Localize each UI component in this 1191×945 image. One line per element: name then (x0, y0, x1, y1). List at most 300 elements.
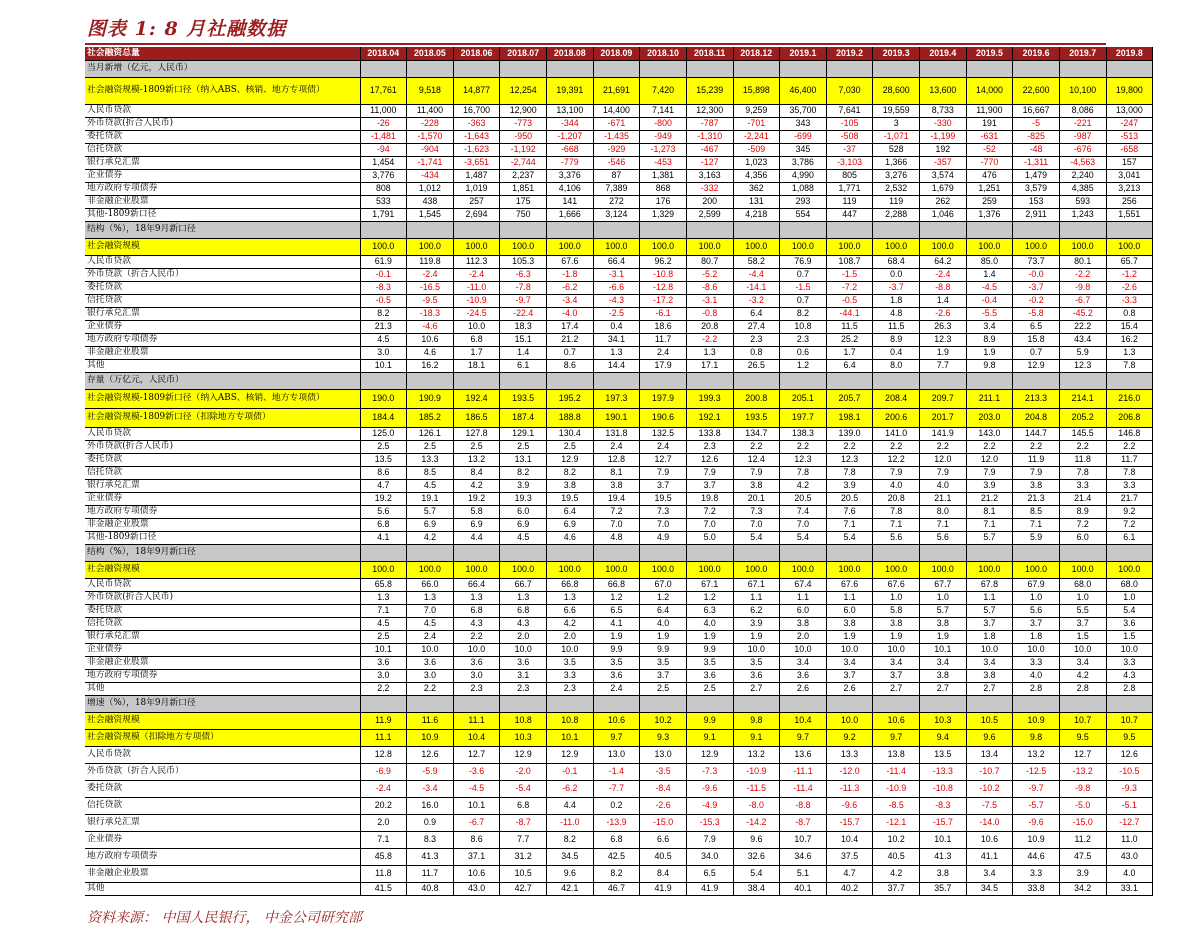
cell-value: 5.5 (1059, 605, 1106, 618)
cell-value: -1,071 (873, 131, 920, 144)
cell-value: 3 (873, 118, 920, 131)
cell-value: 0.7 (780, 295, 827, 308)
cell-value: 0.8 (733, 347, 780, 360)
cell-value: 3.0 (360, 670, 407, 683)
cell-value: 100.0 (873, 239, 920, 256)
table-row (85, 683, 1153, 696)
cell-value: 12.3 (1059, 360, 1106, 373)
cell-value: 1.5 (1059, 631, 1106, 644)
cell-value: 205.1 (780, 390, 827, 409)
row-label: 当月新增（亿元，人民币） (85, 61, 360, 78)
cell-value (1106, 61, 1153, 78)
cell-value: 16.2 (407, 360, 454, 373)
cell-value: 3.6 (500, 657, 547, 670)
cell-value: -0.5 (360, 295, 407, 308)
cell-value: 141.9 (920, 428, 967, 441)
cell-value: -10.7 (966, 764, 1013, 781)
cell-value: 10.1 (547, 730, 594, 747)
cell-value: 1.0 (873, 592, 920, 605)
cell-value: 6.9 (407, 519, 454, 532)
row-label: 社会融资规模（扣除地方专项债） (85, 730, 360, 747)
cell-value: 438 (407, 196, 454, 209)
cell-value: 133.8 (686, 428, 733, 441)
header-label: 社会融资总量 (85, 47, 360, 61)
cell-value: 100.0 (1013, 562, 1060, 579)
cell-value: 1,019 (453, 183, 500, 196)
cell-value: 3.7 (640, 480, 687, 493)
cell-value: 40.5 (873, 849, 920, 866)
cell-value (873, 61, 920, 78)
cell-value: 1,243 (1059, 209, 1106, 222)
cell-value: 14.4 (593, 360, 640, 373)
cell-value: 3.0 (453, 670, 500, 683)
cell-value: 11.0 (1106, 832, 1153, 849)
cell-value: 3.4 (780, 657, 827, 670)
cell-value: 12.9 (500, 747, 547, 764)
cell-value: 6.4 (640, 605, 687, 618)
cell-value: 13.6 (780, 747, 827, 764)
row-label: 银行承兑汇票 (85, 308, 360, 321)
cell-value: 1.0 (1013, 592, 1060, 605)
cell-value: 9.8 (966, 360, 1013, 373)
cell-value: 68.4 (873, 256, 920, 269)
cell-value: -2,744 (500, 157, 547, 170)
cell-value (873, 373, 920, 390)
cell-value: 10.6 (873, 713, 920, 730)
cell-value: 8.6 (547, 360, 594, 373)
cell-value: 9.9 (686, 644, 733, 657)
cell-value: 1,791 (360, 209, 407, 222)
cell-value: 6.9 (547, 519, 594, 532)
cell-value: 192.1 (686, 409, 733, 428)
cell-value: 9.5 (1059, 730, 1106, 747)
cell-value: 19.4 (593, 493, 640, 506)
cell-value (453, 373, 500, 390)
cell-value: 3.6 (407, 657, 454, 670)
cell-value (873, 545, 920, 562)
cell-value: 139.0 (826, 428, 873, 441)
cell-value: 193.5 (733, 409, 780, 428)
cell-value: 2.2 (873, 441, 920, 454)
cell-value (547, 222, 594, 239)
table-row (85, 798, 1153, 815)
cell-value: 40.5 (640, 849, 687, 866)
cell-value: 9.3 (640, 730, 687, 747)
cell-value: 9.1 (686, 730, 733, 747)
cell-value (1106, 373, 1153, 390)
row-label: 委托贷款 (85, 131, 360, 144)
cell-value (500, 222, 547, 239)
cell-value: 4.1 (593, 618, 640, 631)
cell-value: 3.6 (593, 670, 640, 683)
cell-value: 4.6 (547, 532, 594, 545)
cell-value: 7.2 (593, 506, 640, 519)
cell-value: -344 (547, 118, 594, 131)
cell-value: -825 (1013, 131, 1060, 144)
cell-value: 100.0 (453, 239, 500, 256)
cell-value: 21.2 (966, 493, 1013, 506)
cell-value: -1,570 (407, 131, 454, 144)
cell-value: -12.1 (873, 815, 920, 832)
cell-value: 31.2 (500, 849, 547, 866)
cell-value: 67.7 (920, 579, 967, 592)
cell-value: -94 (360, 144, 407, 157)
cell-value: 3.7 (686, 480, 733, 493)
table-row (85, 428, 1153, 441)
cell-value: 868 (640, 183, 687, 196)
cell-value: 47.5 (1059, 849, 1106, 866)
section-row (85, 222, 1153, 239)
cell-value: 7.9 (686, 467, 733, 480)
cell-value: 7.7 (500, 832, 547, 849)
cell-value: 13.2 (733, 747, 780, 764)
row-label: 结构（%），18年9月新口径 (85, 222, 360, 239)
cell-value: 198.1 (826, 409, 873, 428)
cell-value: 3.9 (500, 480, 547, 493)
cell-value: 10.2 (640, 713, 687, 730)
cell-value: 12.8 (360, 747, 407, 764)
cell-value: -9.7 (1013, 781, 1060, 798)
cell-value: 76.9 (780, 256, 827, 269)
cell-value: 10.0 (1106, 644, 1153, 657)
cell-value: 2.2 (407, 683, 454, 696)
cell-value: 19.1 (407, 493, 454, 506)
row-label: 社会融资规模-1809新口径（扣除地方专项债） (85, 409, 360, 428)
table-row (85, 670, 1153, 683)
cell-value: 6.0 (780, 605, 827, 618)
cell-value: 2.2 (1106, 441, 1153, 454)
table-row (85, 157, 1153, 170)
cell-value: 7.8 (826, 467, 873, 480)
cell-value: 1,545 (407, 209, 454, 222)
cell-value: 65.7 (1106, 256, 1153, 269)
cell-value: 190.6 (640, 409, 687, 428)
header-month: 2018.07 (500, 47, 547, 61)
cell-value: 145.5 (1059, 428, 1106, 441)
cell-value: 3.6 (360, 657, 407, 670)
cell-value: 3.8 (920, 670, 967, 683)
cell-value: 7.9 (873, 467, 920, 480)
cell-value: 100.0 (780, 239, 827, 256)
cell-value: 66.0 (407, 579, 454, 592)
cell-value: 4.7 (826, 866, 873, 883)
cell-value (1106, 696, 1153, 713)
cell-value: -127 (686, 157, 733, 170)
table-row (85, 269, 1153, 282)
cell-value: 554 (780, 209, 827, 222)
cell-value: 1,012 (407, 183, 454, 196)
cell-value: 67.6 (873, 579, 920, 592)
cell-value: 10.6 (453, 866, 500, 883)
cell-value: -2.4 (407, 269, 454, 282)
cell-value (360, 373, 407, 390)
table-row (85, 781, 1153, 798)
cell-value: -7.3 (686, 764, 733, 781)
cell-value: 447 (826, 209, 873, 222)
total-row (85, 409, 1153, 428)
cell-value: -6.1 (640, 308, 687, 321)
table-row (85, 454, 1153, 467)
cell-value: 100.0 (966, 239, 1013, 256)
cell-value (593, 222, 640, 239)
cell-value: 10.0 (780, 644, 827, 657)
cell-value: 33.1 (1106, 883, 1153, 896)
cell-value: 27.4 (733, 321, 780, 334)
cell-value: -6.7 (453, 815, 500, 832)
cell-value: -10.9 (873, 781, 920, 798)
cell-value: 1,329 (640, 209, 687, 222)
cell-value: 17.4 (547, 321, 594, 334)
cell-value: 67.4 (780, 579, 827, 592)
cell-value: 1.4 (920, 295, 967, 308)
table-row (85, 618, 1153, 631)
cell-value: 21.3 (360, 321, 407, 334)
table-row (85, 592, 1153, 605)
cell-value: -4.4 (733, 269, 780, 282)
cell-value (407, 373, 454, 390)
cell-value: 20.2 (360, 798, 407, 815)
cell-value: 4,356 (733, 170, 780, 183)
cell-value: 13,100 (547, 105, 594, 118)
cell-value: 10.1 (920, 832, 967, 849)
cell-value: -17.2 (640, 295, 687, 308)
cell-value: 66.8 (547, 579, 594, 592)
header-month: 2018.12 (733, 47, 780, 61)
cell-value: -8.8 (920, 282, 967, 295)
header-month: 2018.04 (360, 47, 407, 61)
row-label: 增速（%），18年9月新口径 (85, 696, 360, 713)
cell-value: 10.0 (733, 644, 780, 657)
cell-value (547, 373, 594, 390)
table-row (85, 118, 1153, 131)
cell-value: -332 (686, 183, 733, 196)
cell-value (547, 696, 594, 713)
cell-value: 7.8 (780, 467, 827, 480)
cell-value: 1,023 (733, 157, 780, 170)
cell-value: -24.5 (453, 308, 500, 321)
cell-value: 12,300 (686, 105, 733, 118)
cell-value: 68.0 (1106, 579, 1153, 592)
row-label: 其他-1809新口径 (85, 532, 360, 545)
cell-value: 11,900 (966, 105, 1013, 118)
header-month: 2019.8 (1106, 47, 1153, 61)
cell-value: 13.5 (360, 454, 407, 467)
cell-value: 4.0 (1013, 670, 1060, 683)
cell-value: -3.3 (1106, 295, 1153, 308)
row-label: 人民币贷款 (85, 747, 360, 764)
cell-value: 2,694 (453, 209, 500, 222)
cell-value: -11.1 (780, 764, 827, 781)
cell-value: 12.9 (1013, 360, 1060, 373)
header-row (85, 47, 1153, 61)
cell-value: -45.2 (1059, 308, 1106, 321)
cell-value: 3,124 (593, 209, 640, 222)
cell-value: 192.4 (453, 390, 500, 409)
table-row (85, 832, 1153, 849)
cell-value: -779 (547, 157, 594, 170)
cell-value (1013, 696, 1060, 713)
cell-value: 3,776 (360, 170, 407, 183)
cell-value: 10.0 (500, 644, 547, 657)
cell-value: 199.3 (686, 390, 733, 409)
cell-value: 6.5 (593, 605, 640, 618)
cell-value: 16.0 (407, 798, 454, 815)
source-note: 资料来源： 中国人民银行， 中金公司研究部 (87, 910, 362, 926)
cell-value: -4.9 (686, 798, 733, 815)
cell-value: 3.4 (966, 321, 1013, 334)
cell-value: 10,100 (1059, 78, 1106, 105)
cell-value: -6.7 (1059, 295, 1106, 308)
cell-value (640, 696, 687, 713)
cell-value: 11.5 (873, 321, 920, 334)
cell-value (686, 545, 733, 562)
cell-value: 7.8 (1106, 360, 1153, 373)
cell-value: 197.9 (640, 390, 687, 409)
cell-value: 7.9 (966, 467, 1013, 480)
cell-value: -513 (1106, 131, 1153, 144)
row-label: 委托贷款 (85, 605, 360, 618)
table-row (85, 441, 1153, 454)
cell-value: 100.0 (1106, 239, 1153, 256)
cell-value: 100.0 (1059, 562, 1106, 579)
cell-value: 119 (873, 196, 920, 209)
cell-value: 5.6 (1013, 605, 1060, 618)
cell-value: 8.9 (1059, 506, 1106, 519)
cell-value: -221 (1059, 118, 1106, 131)
row-label: 银行承兑汇票 (85, 480, 360, 493)
row-label: 信托贷款 (85, 618, 360, 631)
table-row (85, 183, 1153, 196)
cell-value: -658 (1106, 144, 1153, 157)
cell-value: 5.9 (1059, 347, 1106, 360)
cell-value: -6.2 (547, 781, 594, 798)
cell-value: -676 (1059, 144, 1106, 157)
cell-value: 100.0 (780, 562, 827, 579)
cell-value: 100.0 (453, 562, 500, 579)
cell-value: 204.8 (1013, 409, 1060, 428)
cell-value: 4.2 (453, 480, 500, 493)
cell-value: 193.5 (500, 390, 547, 409)
cell-value: 10.0 (873, 644, 920, 657)
cell-value: 1.4 (500, 347, 547, 360)
cell-value: 13.8 (873, 747, 920, 764)
cell-value: 67.6 (826, 579, 873, 592)
cell-value (920, 696, 967, 713)
cell-value: 8.5 (1013, 506, 1060, 519)
cell-value: 6.6 (547, 605, 594, 618)
total-row (85, 78, 1153, 105)
cell-value: 3.8 (920, 866, 967, 883)
cell-value: -8.3 (920, 798, 967, 815)
cell-value: 9.7 (593, 730, 640, 747)
cell-value: 41.3 (407, 849, 454, 866)
cell-value: 343 (780, 118, 827, 131)
cell-value: 805 (826, 170, 873, 183)
cell-value: 197.3 (593, 390, 640, 409)
table-row (85, 519, 1153, 532)
cell-value: 0.6 (780, 347, 827, 360)
cell-value: 80.7 (686, 256, 733, 269)
cell-value: 1,851 (500, 183, 547, 196)
cell-value: -105 (826, 118, 873, 131)
cell-value: 6.1 (1106, 532, 1153, 545)
cell-value (1013, 222, 1060, 239)
cell-value: 8.3 (407, 832, 454, 849)
cell-value: 2.2 (1013, 441, 1060, 454)
cell-value (640, 61, 687, 78)
cell-value: 6.6 (640, 832, 687, 849)
cell-value: -950 (500, 131, 547, 144)
cell-value: -18.3 (407, 308, 454, 321)
cell-value: 35.7 (920, 883, 967, 896)
cell-value: 100.0 (640, 239, 687, 256)
cell-value: -1,207 (547, 131, 594, 144)
cell-value: -5.1 (1106, 798, 1153, 815)
cell-value: -3.2 (733, 295, 780, 308)
cell-value: 3.3 (1106, 480, 1153, 493)
cell-value: 100.0 (686, 562, 733, 579)
cell-value: 7.0 (733, 519, 780, 532)
cell-value: 8.4 (640, 866, 687, 883)
cell-value: 7.8 (1059, 467, 1106, 480)
cell-value: 1,376 (966, 209, 1013, 222)
cell-value: 4,385 (1059, 183, 1106, 196)
cell-value: 13.3 (407, 454, 454, 467)
cell-value (593, 61, 640, 78)
cell-value: 34.0 (686, 849, 733, 866)
cell-value: 3.7 (1013, 618, 1060, 631)
cell-value: 13,000 (1106, 105, 1153, 118)
cell-value: 66.4 (453, 579, 500, 592)
cell-value: 80.1 (1059, 256, 1106, 269)
cell-value: 175 (500, 196, 547, 209)
cell-value (640, 373, 687, 390)
cell-value (453, 222, 500, 239)
cell-value (686, 373, 733, 390)
cell-value: 4.0 (1106, 866, 1153, 883)
cell-value: 1.8 (1013, 631, 1060, 644)
cell-value: 3.9 (826, 480, 873, 493)
cell-value: 3.8 (547, 480, 594, 493)
cell-value: 1.3 (500, 592, 547, 605)
cell-value: 100.0 (500, 239, 547, 256)
cell-value: 19.2 (453, 493, 500, 506)
cell-value: 1.2 (593, 592, 640, 605)
cell-value: 41.9 (686, 883, 733, 896)
cell-value: 3.4 (1059, 657, 1106, 670)
cell-value: 11,400 (407, 105, 454, 118)
cell-value: 184.4 (360, 409, 407, 428)
cell-value: 0.0 (873, 269, 920, 282)
cell-value: 3,276 (873, 170, 920, 183)
table-row (85, 256, 1153, 269)
cell-value: 41.1 (966, 849, 1013, 866)
cell-value: 3,041 (1106, 170, 1153, 183)
cell-value: -10.2 (966, 781, 1013, 798)
cell-value: 146.8 (1106, 428, 1153, 441)
cell-value (780, 222, 827, 239)
cell-value: 3.6 (780, 670, 827, 683)
cell-value: 10.7 (1059, 713, 1106, 730)
cell-value: 100.0 (593, 239, 640, 256)
cell-value: 3.4 (826, 657, 873, 670)
cell-value: 2.2 (733, 441, 780, 454)
cell-value: -3.4 (547, 295, 594, 308)
cell-value: 44.6 (1013, 849, 1060, 866)
total-row (85, 239, 1153, 256)
cell-value: -8.4 (640, 781, 687, 798)
cell-value: -2.2 (1059, 269, 1106, 282)
